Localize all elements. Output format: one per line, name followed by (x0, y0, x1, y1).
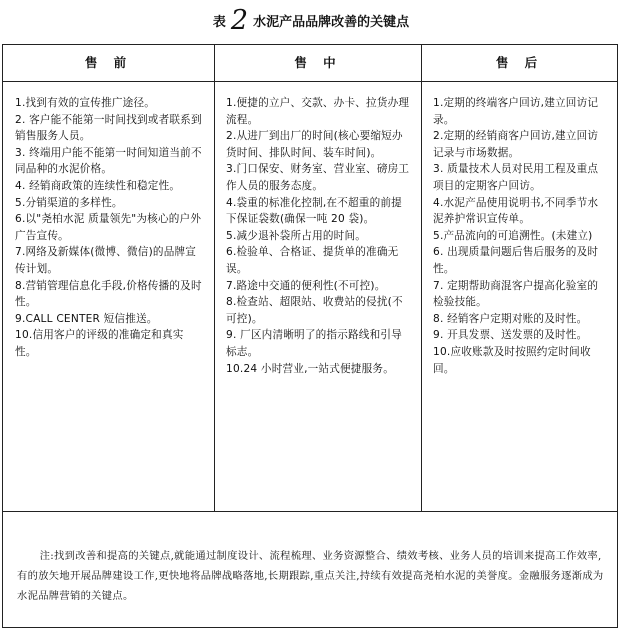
list-item: 6.检验单、合格证、提货单的准确无误。 (226, 246, 399, 275)
list-item: 2. 客户能不能第一时间找到或者联系到销售服务人员。 (15, 113, 202, 143)
list-item: 9. 厂区内清晰明了的指示路线和引导标志。 (226, 329, 402, 358)
list-item: 1.找到有效的宣传推广途径。 (15, 97, 156, 109)
list-item: 8.营销管理信息化手段,价格传播的及时性。 (15, 279, 202, 309)
list-item: 5.产品流向的可追溯性。(未建立) (433, 229, 593, 242)
list-item: 9.CALL CENTER 短信推送。 (15, 312, 158, 325)
list-item: 3. 终端用户能不能第一时间知道当前不同品种的水泥价格。 (15, 146, 202, 176)
column-header-pre-sale: 售 前 (84, 55, 133, 70)
list-item: 8. 经销客户定期对账的及时性。 (433, 312, 588, 325)
list-item: 7. 定期帮助商混客户提高化验室的检验技能。 (433, 279, 599, 309)
list-item: 4. 经销商政策的连续性和稳定性。 (15, 179, 181, 192)
key-points-table (2, 44, 618, 628)
list-item: 7.路途中交通的便利性(不可控)。 (226, 279, 386, 292)
list-item: 10.24 小时营业,一站式便捷服务。 (226, 362, 394, 375)
table-note: 注:找到改善和提高的关键点,就能通过制度设计、流程梳理、业务资源整合、绩效考核、业务人员的培训来提高工作效率,有的放矢地开展品牌建设工作,更快地将品牌战略落地,长期跟踪,重点关注,持续有效提高尧柏水泥的美誉度。金融服务逐渐成为水泥品牌营销的关键点。 (17, 550, 604, 602)
column-header-in-sale: 售 中 (294, 55, 342, 70)
list-item: 2.从进厂到出厂的时间(核心要缩短办货时间、排队时间、装车时间)。 (226, 130, 403, 159)
list-item: 6.以"尧柏水泥 质量领先"为核心的户外广告宣传。 (15, 213, 202, 242)
in-sale-list (226, 95, 410, 377)
list-item: 3.门口保安、财务室、营业室、磅房工作人员的服务态度。 (226, 163, 410, 192)
column-header-after-sale: 售 后 (495, 55, 544, 70)
list-item: 10.信用客户的评级的准确定和真实性。 (15, 329, 184, 358)
list-item: 4.袋重的标准化控制,在不超重的前提下保证袋数(确保一吨 20 袋)。 (226, 196, 402, 226)
after-sale-list (433, 95, 607, 377)
list-item: 2.定期的经销商客户回访,建立回访记录与市场数据。 (433, 130, 599, 159)
pre-sale-list (15, 95, 203, 361)
list-item: 1.便捷的立户、交款、办卡、拉货办理流程。 (226, 97, 410, 126)
table-number: 2 (230, 5, 249, 36)
note-divider (3, 511, 617, 512)
column-divider-2 (421, 45, 422, 511)
list-item: 1.定期的终端客户回访,建立回访记录。 (433, 97, 599, 126)
table-title-prefix: 表 (212, 15, 226, 30)
header-divider (3, 81, 617, 82)
list-item: 6. 出现质量问题后售后服务的及时性。 (433, 246, 599, 275)
list-item: 4.水泥产品使用说明书,不同季节水泥养护常识宣传单。 (433, 196, 599, 226)
list-item: 5.减少退补袋所占用的时间。 (226, 229, 367, 242)
list-item: 8.检查站、超限站、收费站的侵扰(不可控)。 (226, 296, 403, 325)
list-item: 3. 质量技术人员对民用工程及重点项目的定期客户回访。 (433, 163, 599, 192)
table-title-text: 水泥产品品牌改善的关键点 (253, 15, 410, 30)
list-item: 9. 开具发票、送发票的及时性。 (433, 329, 588, 342)
list-item: 5.分销渠道的多样性。 (15, 196, 123, 209)
list-item: 10.应收账款及时按照约定时间收回。 (433, 345, 591, 375)
column-divider-1 (214, 45, 215, 511)
list-item: 7.网络及新媒体(微博、微信)的品牌宣传计划。 (15, 246, 197, 275)
table-title (0, 3, 622, 38)
